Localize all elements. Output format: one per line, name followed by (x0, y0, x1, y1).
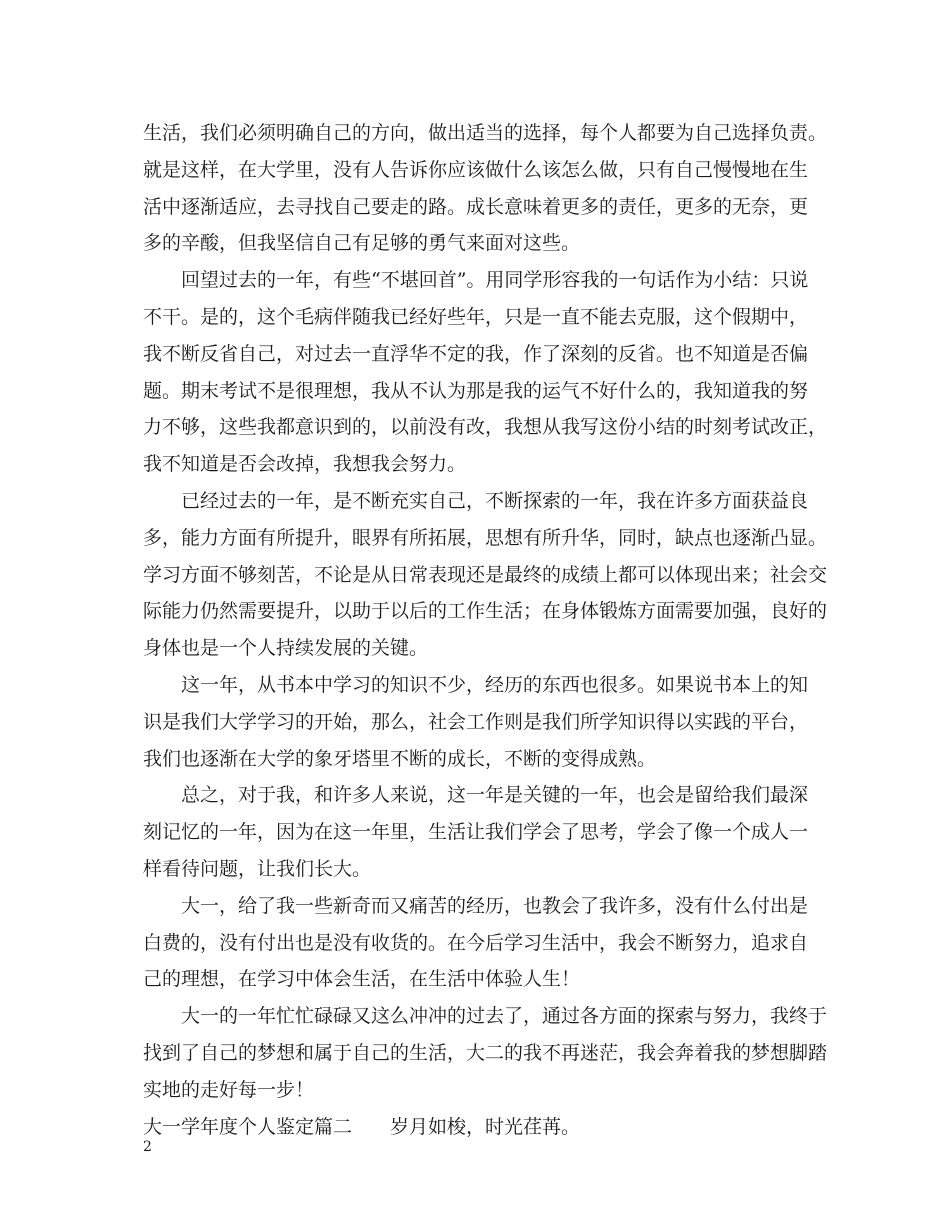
text-line: 识是我们大学学习的开始，那么，社会工作则是我们所学知识得以实践的平台， (143, 711, 809, 733)
text-line: 际能力仍然需要提升，以助于以后的工作生活；在身体锻炼方面需要加强，良好的 (143, 600, 828, 622)
paragraph-first-line: 大一，给了我一些新奇而又痛苦的经历，也教会了我许多，没有什么付出是 (181, 895, 809, 917)
paragraph-first-line: 回望过去的一年，有些“不堪回首”。用同学形容我的一句话作为小结：只说 (181, 269, 809, 291)
section-heading: 大一学年度个人鉴定篇二 岁月如梭，时光荏苒。 (143, 1116, 581, 1138)
text-line: 身体也是一个人持续发展的关键。 (143, 637, 429, 659)
text-line: 生活，我们必须明确自己的方向，做出适当的选择，每个人都要为自己选择负责。 (143, 122, 828, 144)
text-line: 多的辛酸，但我坚信自己有足够的勇气来面对这些。 (143, 232, 581, 254)
paragraph-first-line: 大一的一年忙忙碌碌又这么冲冲的过去了，通过各方面的探索与努力，我终于 (181, 1005, 828, 1027)
text-line: 不干。是的，这个毛病伴随我已经好些年，只是一直不能去克服，这个假期中， (143, 306, 809, 328)
text-line: 己的理想，在学习中体会生活，在生活中体验人生！ (143, 968, 581, 990)
text-line: 实地的走好每一步！ (143, 1079, 315, 1101)
text-line: 白费的，没有付出也是没有收货的。在今后学习生活中，我会不断努力，追求自 (143, 932, 809, 954)
text-line: 活中逐渐适应，去寻找自己要走的路。成长意味着更多的责任，更多的无奈，更 (143, 196, 809, 218)
page-number: 2 (143, 1139, 152, 1155)
paragraph-first-line: 总之，对于我，和许多人来说，这一年是关键的一年，也会是留给我们最深 (181, 784, 809, 806)
text-line: 学习方面不够刻苦，不论是从日常表现还是最终的成绩上都可以体现出来；社会交 (143, 564, 828, 586)
text-line: 就是这样，在大学里，没有人告诉你应该做什么该怎么做，只有自己慢慢地在生 (143, 159, 809, 181)
text-line: 我不知道是否会改掉，我想我会努力。 (143, 453, 467, 475)
text-line: 多，能力方面有所提升，眼界有所拓展，思想有所升华，同时，缺点也逐渐凸显。 (143, 527, 828, 549)
text-line: 找到了自己的梦想和属于自己的生活，大二的我不再迷茫，我会奔着我的梦想脚踏 (143, 1042, 828, 1064)
text-line: 力不够，这些我都意识到的，以前没有改，我想从我写这份小结的时刻考试改正， (143, 416, 828, 438)
text-line: 我不断反省自己，对过去一直浮华不定的我，作了深刻的反省。也不知道是否偏 (143, 343, 809, 365)
text-line: 刻记忆的一年，因为在这一年里，生活让我们学会了思考，学会了像一个成人一 (143, 821, 809, 843)
text-line: 题。期末考试不是很理想，我从不认为那是我的运气不好什么的，我知道我的努 (143, 380, 809, 402)
paragraph-first-line: 这一年，从书本中学习的知识不少，经历的东西也很多。如果说书本上的知 (181, 674, 809, 696)
text-line: 样看待问题，让我们长大。 (143, 858, 372, 880)
paragraph-first-line: 已经过去的一年，是不断充实自己，不断探索的一年，我在许多方面获益良 (181, 490, 809, 512)
text-line: 我们也逐渐在大学的象牙塔里不断的成长，不断的变得成熟。 (143, 748, 657, 770)
